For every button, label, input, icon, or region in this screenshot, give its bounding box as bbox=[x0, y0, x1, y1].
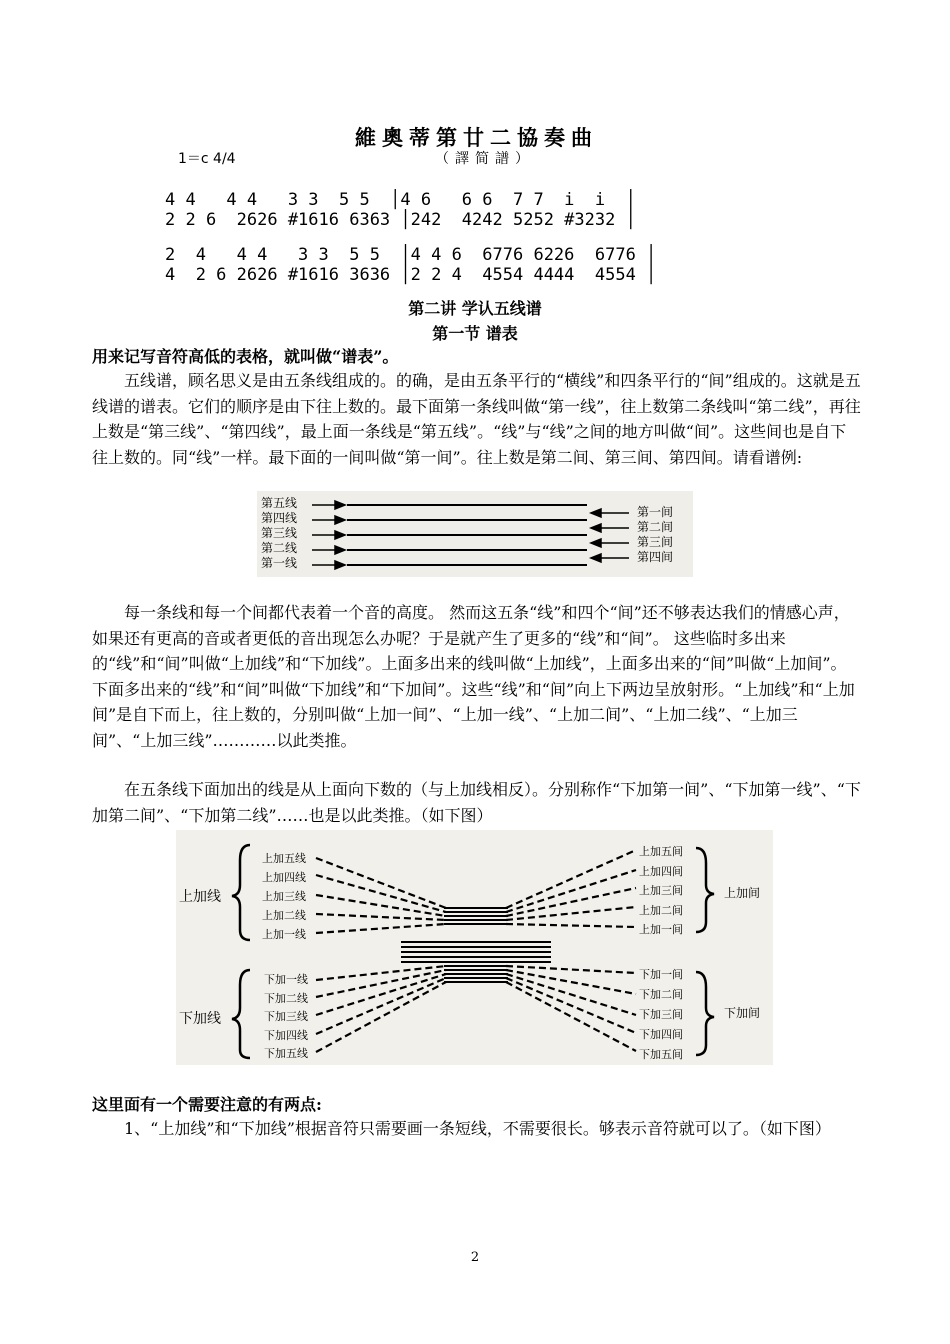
ledger-label: 上加三线 bbox=[262, 890, 306, 903]
line-label: 第四线 bbox=[261, 511, 298, 525]
score-title: 維奧蒂第廿二協奏曲 bbox=[355, 125, 598, 150]
score-subtitle: （譯简譜） bbox=[435, 151, 535, 167]
ledger-label: 下加三间 bbox=[639, 1008, 683, 1021]
ledger-label: 下加一间 bbox=[639, 968, 683, 981]
note-heading: 这里面有一个需要注意的有两点: bbox=[92, 1095, 322, 1114]
lower-lines-group-label: 下加线 bbox=[179, 1011, 221, 1027]
ledger-label: 上加三间 bbox=[639, 884, 683, 897]
staff-diagram bbox=[257, 491, 693, 577]
upper-lines-group-label: 上加线 bbox=[179, 889, 221, 905]
ledger-label: 下加四间 bbox=[639, 1028, 683, 1041]
line-label: 第一线 bbox=[261, 556, 298, 570]
lecture-title: 第二讲 学认五线谱 bbox=[408, 299, 542, 318]
ledger-label: 上加一线 bbox=[262, 928, 306, 941]
ledger-label: 下加二间 bbox=[639, 988, 683, 1001]
space-label: 第四间 bbox=[637, 550, 674, 564]
line-label: 第二线 bbox=[261, 541, 298, 555]
paragraph-2: 每一条线和每一个间都代表着一个音的高度。 然而这五条“线”和四个“间”还不够表达我们的情感心声，如果还有更高的音或者更低的音出现怎么办呢？于是就产生了更多的“线”和“间”。 这些临时多出来的“线”和“间”叫做“上加线”和“下加线”。上面多出来的线叫做“上加线”，上面多出来的“间”叫做“上加间”。下面多出来的“线”和“间”叫做“下加线”和“下加间”。这些“线”和“间”向上下两边呈放射形。“上加线”和“上加间”是自下而上，往上数的，分别叫做“上加一间”、“上加一线”、“上加二间”、“上加二线”、“上加三间”、“上加三线”…………以此类推。 bbox=[92, 603, 855, 750]
paragraph-4: 1、“上加线”和“下加线”根据音符只需要画一条短线，不需要很长。够表示音符就可以了。（如下图） bbox=[124, 1119, 831, 1138]
ledger-label: 上加五间 bbox=[639, 845, 683, 858]
page-number: 2 bbox=[470, 1250, 480, 1265]
staff-figure bbox=[257, 491, 693, 577]
upper-spaces-group-label: 上加间 bbox=[724, 886, 761, 900]
space-label: 第一间 bbox=[637, 505, 674, 519]
ledger-lines-figure bbox=[176, 830, 773, 1065]
ledger-label: 上加二线 bbox=[262, 909, 306, 922]
space-label: 第二间 bbox=[637, 520, 674, 534]
definition-text: 用来记写音符高低的表格，就叫做“谱表”。 bbox=[92, 347, 399, 366]
jianpu-row-1: 4 4 4 4 3 3 5 5 │4 6 6 6 7 7 i i │ 2 2 6 2626 #1616 6363 │242 4242 5252 #3232 │ bbox=[165, 190, 636, 230]
space-label: 第三间 bbox=[637, 535, 674, 549]
ledger-label: 下加一线 bbox=[264, 973, 308, 986]
paragraph-3: 在五条线下面加出的线是从上面向下数的（与上加线相反）。分别称作“下加第一间”、“下加第一线”、“下加第二间”、“下加第二线”……也是以此类推。（如下图） bbox=[92, 780, 861, 825]
ledger-label: 下加五线 bbox=[264, 1047, 308, 1060]
paragraph-1: 五线谱，顾名思义是由五条线组成的。的确，是由五条平行的“横线”和四条平行的“间”组成的。这就是五线谱的谱表。它们的顺序是由下往上数的。最下面第一条线叫做“第一线”，往上数第二条线叫“第二线”，再往上数是“第三线”、“第四线”，最上面一条线是“第五线”。“线”与“线”之间的地方叫做“间”。这些间也是自下往上数的。同“线”一样。最下面的一间叫做“第一间”。往上数是第二间、第三间、第四间。请看谱例: bbox=[92, 371, 861, 467]
ledger-label: 上加四间 bbox=[639, 864, 683, 878]
ledger-label: 下加四线 bbox=[264, 1028, 308, 1042]
lower-spaces-group-label: 下加间 bbox=[724, 1006, 761, 1020]
jianpu-row-2: 2 4 4 4 3 3 5 5 │4 4 6 6776 6226 6776 │ 4 2 6 2626 #1616 3636 │2 2 4 4554 4444 4554 │ bbox=[165, 245, 657, 285]
score-key-signature: 1＝c 4/4 bbox=[178, 151, 236, 167]
ledger-label: 下加三线 bbox=[264, 1010, 308, 1023]
ledger-label: 下加二线 bbox=[264, 991, 308, 1005]
section-title: 第一节 谱表 bbox=[432, 324, 518, 343]
line-label: 第三线 bbox=[261, 526, 298, 540]
ledger-label: 上加二间 bbox=[639, 903, 683, 917]
line-label: 第五线 bbox=[261, 496, 298, 510]
ledger-label: 上加一间 bbox=[639, 923, 683, 936]
ledger-label: 下加五间 bbox=[639, 1048, 683, 1061]
ledger-label: 上加五线 bbox=[262, 852, 306, 865]
ledger-label: 上加四线 bbox=[262, 871, 306, 884]
